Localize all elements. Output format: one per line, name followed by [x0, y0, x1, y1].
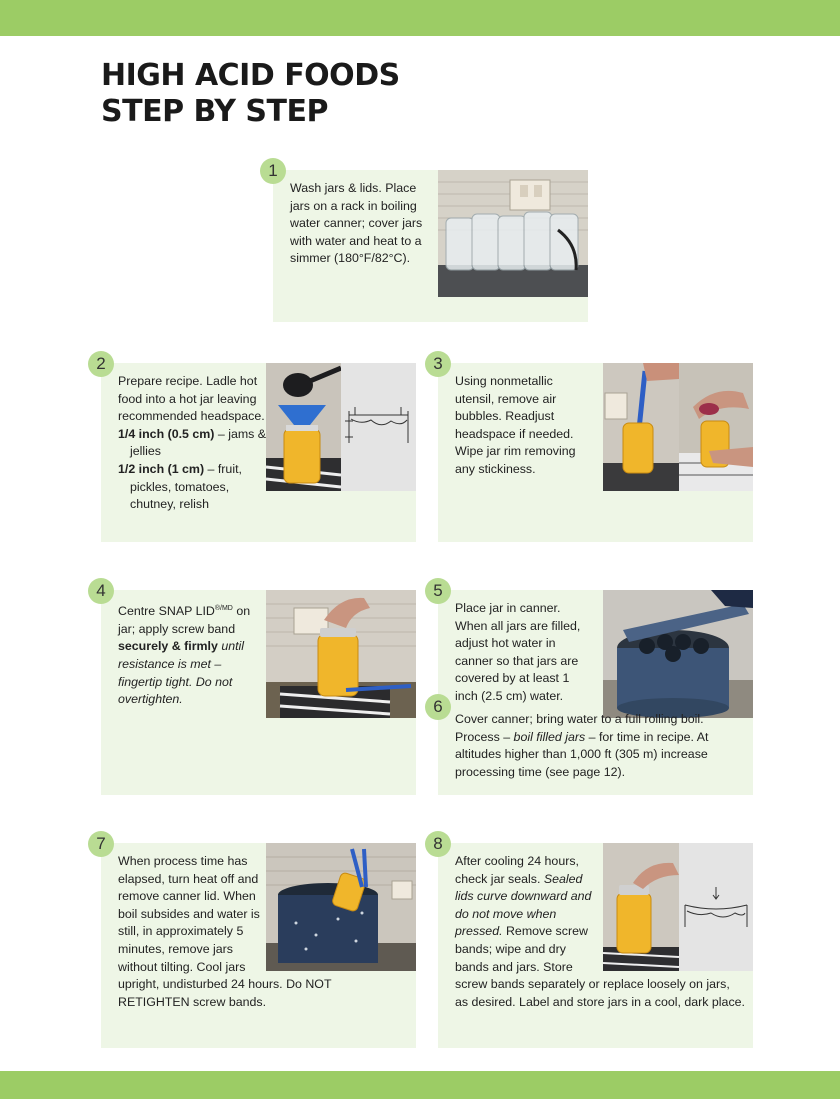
- title-line-2: STEP BY STEP: [101, 94, 328, 129]
- step-5-text: [455, 600, 595, 706]
- step-6-instruction: [455, 711, 745, 781]
- step-4-text: [118, 600, 264, 709]
- step-5-instruction: Place jar in canner. When all jars are filled, adjust hot water in canner so that jars are covered by at least 1 inch (2.5 cm) water.: [455, 601, 581, 703]
- step-6-text-post: – for time in recipe. At altitudes higher than 1,000 ft (305 m) increase processing time (see page 12).: [455, 729, 709, 779]
- step-1-photo-jars-in-canner: [438, 170, 588, 297]
- title-line-1: HIGH ACID FOODS: [101, 58, 400, 93]
- step-2-headspace-fruit-use: – fruit, pickles, tomatoes, chutney, relish: [130, 461, 242, 512]
- step-7-number: 7: [88, 831, 114, 857]
- step-4-instruction: [118, 600, 264, 709]
- top-color-band: [0, 0, 840, 36]
- step-3-photo-wipe-rim: [679, 363, 753, 491]
- step-2-intro: Prepare recipe. Ladle hot food into a hot jar leaving recommended headspace.: [118, 374, 265, 424]
- step-1-instruction: Wash jars & lids. Place jars on a rack in boiling water canner; cover jars with water and heat to a simmer (180°F/82°C).: [290, 181, 423, 266]
- step-2-headspace-fruit: [118, 461, 278, 514]
- step-5-number: 5: [425, 578, 451, 604]
- step-6-text: [455, 711, 745, 781]
- step-8-emphasis: Sealed lids curve downward and do not move when pressed.: [455, 871, 592, 939]
- step-4-text-mid: on jar; apply screw band: [118, 604, 251, 636]
- step-8-number: 8: [425, 831, 451, 857]
- step-4-trademark: ®/MD: [214, 605, 233, 612]
- step-2-headspace-diagram: [341, 363, 416, 491]
- step-7-instruction: When process time has elapsed, turn heat off and remove canner lid. When boil subsides and water is still, in approximately 5 minutes, remove jars without tilting. Cool jars upright, undisturbed 24 hours. Do NOT RETIGHTEN screw bands.: [118, 854, 332, 1009]
- step-1-number: 1: [260, 158, 286, 184]
- step-4-number: 4: [88, 578, 114, 604]
- step-6-emphasis: boil filled jars: [513, 729, 586, 744]
- step-8-text: [455, 853, 745, 1011]
- step-3-number: 3: [425, 351, 451, 377]
- step-2-headspace-fruit-amount: 1/2 inch (1 cm): [118, 461, 205, 476]
- step-2-headspace-jams-amount: 1/4 inch (0.5 cm): [118, 426, 215, 441]
- step-4-emphasis: securely & firmly: [118, 639, 218, 654]
- step-1-text: [290, 180, 430, 268]
- step-4-text-pre: Centre SNAP LID: [118, 604, 215, 619]
- step-2-photo-ladle-funnel: [266, 363, 341, 491]
- step-4-text-italic: until resistance is met – fingertip tight. Do not overtighten.: [118, 639, 245, 707]
- step-7-photo-spacer: [262, 853, 398, 973]
- bottom-color-band: [0, 1071, 840, 1099]
- step-4-photo-apply-band: [266, 590, 416, 718]
- step-7-text: [118, 853, 398, 1011]
- step-3-instruction: Using nonmetallic utensil, remove air bubbles. Readjust headspace if needed. Wipe jar rim removing any stickiness.: [455, 374, 576, 476]
- step-2-headspace-jams: [118, 426, 278, 461]
- step-6-number: 6: [425, 694, 451, 720]
- step-5-photo-jars-in-canner: [603, 590, 753, 718]
- step-2-number: 2: [88, 351, 114, 377]
- step-6-text-pre: Cover canner; bring water to a full rolling boil. Process –: [455, 712, 704, 744]
- step-8-photo-spacer: [599, 853, 745, 973]
- step-2-headspace-jams-use: – jams & jellies: [130, 426, 267, 459]
- step-2-text: [118, 373, 278, 514]
- step-3-photo-remove-bubbles: [603, 363, 679, 491]
- step-8-text-pre: After cooling 24 hours, check jar seals.: [455, 854, 579, 886]
- step-8-text-post: Remove screw bands; wipe and dry bands and jars. Store screw bands separately or replace loosely on jars, as desired. Label and store jars in a cool, dark place.: [455, 924, 745, 1009]
- page-title: [101, 58, 400, 130]
- step-3-text: [455, 373, 595, 479]
